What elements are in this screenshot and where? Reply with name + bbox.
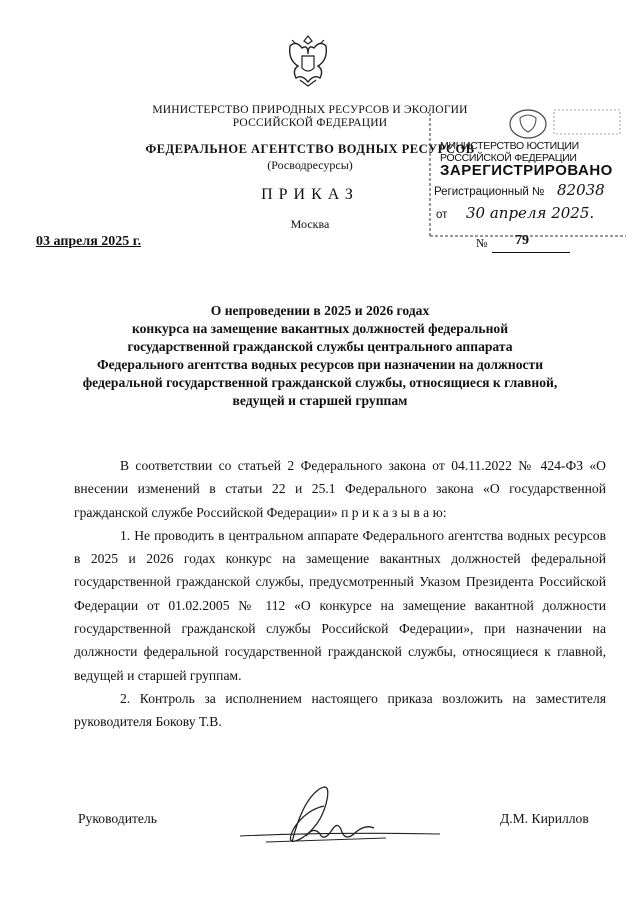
order-title <box>40 302 600 410</box>
order-date: 03 апреля 2025 г. <box>36 234 142 249</box>
preamble-order-word: п р и к а з ы в а ю: <box>341 504 447 520</box>
title-line-3: государственной гражданской службы центрального аппарата <box>127 339 513 354</box>
number-sign: № <box>476 236 488 250</box>
preamble-paragraph <box>74 454 606 524</box>
title-line-1: О непроведении в 2025 и 2026 годах <box>210 303 430 318</box>
signatory-role: Руководитель <box>78 811 157 826</box>
agency-name: ФЕДЕРАЛЬНОЕ АГЕНТСТВО ВОДНЫХ РЕСУРСОВ <box>145 142 475 156</box>
order-body <box>74 454 606 734</box>
document-type: ПРИКАЗ <box>261 186 359 203</box>
signatory-name: Д.М. Кириллов <box>500 811 589 826</box>
stamp-reg-date: 30 апреля 2025. <box>466 204 595 222</box>
stamp-reg-label: Регистрационный № <box>434 186 545 198</box>
ministry-line-1: МИНИСТЕРСТВО ПРИРОДНЫХ РЕСУРСОВ И ЭКОЛОГИИ <box>152 104 468 116</box>
title-line-4: Федерального агентства водных ресурсов при назначении на должности <box>96 357 544 372</box>
stamp-ministry: МИНИСТЕРСТВО ЮСТИЦИИ РОССИЙСКОЙ ФЕДЕРАЦИИ <box>440 140 579 164</box>
preamble-text: В соответствии со статьей 2 Федерального закона от 04.11.2022 № 424-ФЗ «О внесении изменений в статьи 22 и 25.1 Федерального закона «О государственной гражданской службе Российской Федерации» <box>74 458 606 520</box>
stamp-reg-number: 82038 <box>557 181 605 199</box>
coat-of-arms-icon <box>282 32 334 90</box>
stamp-date-label: от <box>436 209 448 221</box>
ministry-line-2: РОССИЙСКОЙ ФЕДЕРАЦИИ <box>232 117 388 129</box>
title-line-6: ведущей и старшей группам <box>232 393 408 408</box>
city: Москва <box>290 217 330 231</box>
order-number: 79 <box>515 233 529 248</box>
item-1-paragraph: 1. Не проводить в центральном аппарате Федерального агентства водных ресурсов в 2025 и 2026 годах конкурс на замещение вакантных должностей федеральной государственной гражданской службы, предусмотренный Указом Президента Российской Федерации от 01.02.2005 № 112 «О конкурсе на замещение вакантной должности государственной гражданской службы Российской Федерации», при назначении на должности федеральной государственной гражданской службы, относящиеся к главной, ведущей и старшей группам. <box>74 527 606 683</box>
handwritten-signature <box>236 776 446 860</box>
agency-short-name: (Росводресурсы) <box>267 158 353 172</box>
number-underline <box>492 252 570 253</box>
stamp-registered: ЗАРЕГИСТРИРОВАНО <box>440 162 613 179</box>
title-line-5: федеральной государственной гражданской службы, относящиеся к главной, <box>82 375 558 390</box>
item-2-paragraph: 2. Контроль за исполнением настоящего приказа возложить на заместителя руководителя Бокову Т.В. <box>74 690 606 730</box>
title-line-2: конкурса на замещение вакантных должностей федеральной <box>131 321 509 336</box>
